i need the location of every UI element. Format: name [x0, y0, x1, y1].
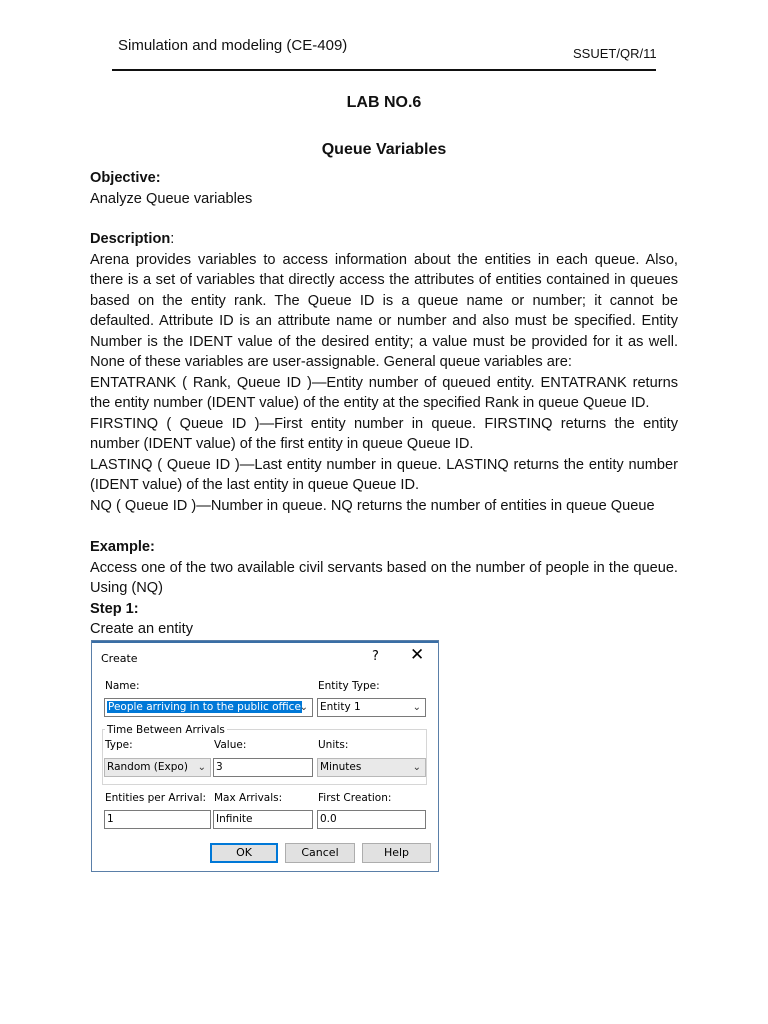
close-icon[interactable]: ✕: [410, 645, 425, 665]
first-creation-input[interactable]: 0.0: [317, 810, 426, 829]
description-colon: :: [170, 231, 175, 247]
max-arrivals-input[interactable]: Infinite: [213, 810, 313, 829]
description-paragraph: Arena provides variables to access information about the entities in each queue. Also, there is a set of variables that directly access the attributes of entities contained in queues based on the entity rank. The Queue ID is a queue name or number; it cannot be defaulted. Attribute ID is an attribute name or number and also must be specified. Entity Number is the IDENT value of the desired entity; a value must be provided for it as well. None of these variables are user-assignable. General queue variables are:: [90, 251, 678, 370]
units-select[interactable]: [317, 758, 426, 777]
example-text: Access one of the two available civil servants based on the number of people in the queue. Using (NQ): [90, 559, 678, 596]
description-section: [90, 229, 678, 516]
chevron-down-icon: ⌄: [412, 702, 421, 713]
chevron-down-icon: ⌄: [412, 762, 421, 773]
step-heading: Step 1:: [90, 600, 139, 617]
units-value: Minutes: [320, 761, 362, 773]
example-section: [90, 537, 678, 640]
course-title: Simulation and modeling (CE-409): [118, 37, 348, 54]
dialog-title: Create: [101, 652, 138, 665]
group-label: Time Between Arrivals: [107, 724, 225, 736]
example-heading: Example:: [90, 539, 155, 555]
dialog-accent-bar: [92, 641, 438, 643]
chevron-down-icon: ⌄: [299, 702, 308, 713]
create-dialog: [91, 640, 439, 872]
entities-per-arrival-input[interactable]: 1: [104, 810, 211, 829]
objective-text: Analyze Queue variables: [90, 190, 253, 207]
entity-type-label: Entity Type:: [318, 680, 380, 692]
max-arrivals-label: Max Arrivals:: [214, 792, 283, 804]
document-code: SSUET/QR/11: [573, 46, 657, 61]
lab-title: LAB NO.6: [346, 94, 422, 111]
variable-lastinq: LASTINQ ( Queue ID )—Last entity number in queue. LASTINQ returns the entity number (IDENT value) of the last entity in queue Queue ID.: [90, 456, 678, 493]
units-label: Units:: [318, 739, 349, 751]
entity-type-value: Entity 1: [320, 701, 361, 713]
type-select[interactable]: [104, 758, 211, 777]
entity-type-select[interactable]: [317, 698, 426, 717]
lab-subtitle: Queue Variables: [321, 141, 447, 158]
chevron-down-icon: ⌄: [197, 762, 206, 773]
name-label: Name:: [105, 680, 140, 692]
name-select-value: People arriving in to the public office: [108, 701, 301, 713]
help-icon[interactable]: ?: [372, 649, 379, 664]
objective-heading: Objective:: [90, 170, 161, 186]
variable-nq: NQ ( Queue ID )—Number in queue. NQ returns the number of entities in queue Queue: [90, 497, 655, 514]
type-value: Random (Expo): [107, 761, 188, 773]
step-text: Create an entity: [90, 621, 194, 637]
description-heading: Description: [90, 231, 171, 247]
description-heading-line: [90, 229, 678, 250]
variable-firstinq: FIRSTINQ ( Queue ID )—First entity number in queue. FIRSTINQ returns the entity number (IDENT value) of the first entity in queue Queue ID.: [90, 415, 678, 452]
name-select[interactable]: [104, 698, 313, 717]
variable-entatrank: ENTATRANK ( Rank, Queue ID )—Entity number of queued entity. ENTATRANK returns the entity number (IDENT value) of the entity at the specified Rank in queue Queue ID.: [90, 374, 678, 411]
first-creation-label: First Creation:: [318, 792, 392, 804]
entities-per-arrival-label: Entities per Arrival:: [105, 792, 207, 804]
ok-button[interactable]: OK: [210, 843, 278, 863]
value-label: Value:: [214, 739, 247, 751]
type-label: Type:: [105, 739, 133, 751]
help-button[interactable]: Help: [362, 843, 431, 863]
header-divider: [112, 69, 656, 71]
objective-section: [90, 168, 678, 209]
value-input[interactable]: 3: [213, 758, 313, 777]
cancel-button[interactable]: Cancel: [285, 843, 355, 863]
